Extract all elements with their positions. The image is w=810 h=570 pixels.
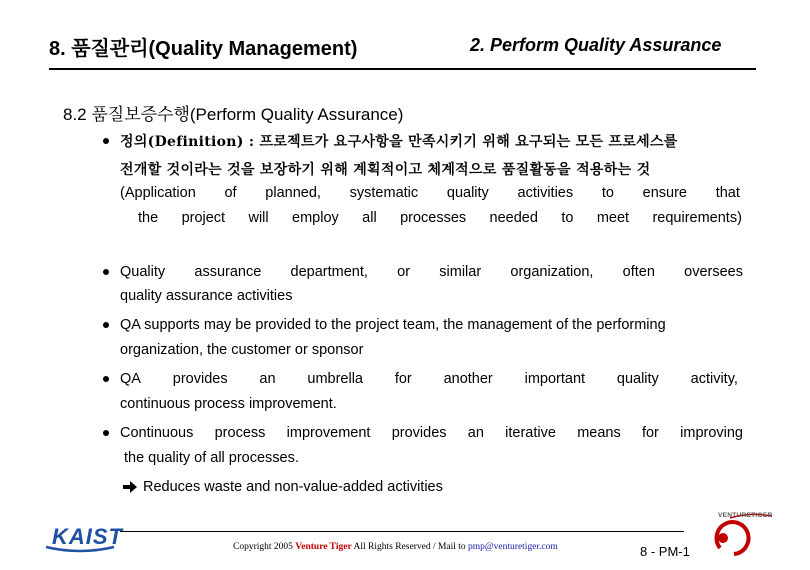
word: activity,	[690, 371, 738, 387]
word: an	[259, 371, 276, 387]
word: of	[224, 185, 237, 201]
word: similar	[439, 264, 482, 280]
bullet-2-line-1	[120, 264, 743, 280]
word: (Application	[120, 185, 196, 201]
word: provides	[172, 371, 228, 387]
word: organization,	[510, 264, 594, 280]
word: planned,	[265, 185, 321, 201]
word: means	[577, 425, 621, 441]
bullet-3-line-2: organization, the customer or sponsor	[120, 342, 364, 358]
word: provides	[391, 425, 447, 441]
word: assurance	[194, 264, 262, 280]
definition-korean-line-1: 정의(Definition) : 프로젝트가 요구사항을 만족시키기 위해 요구되는 모든 프로세스를	[120, 134, 678, 150]
bullet-3-line-1: QA supports may be provided to the project team, the management of the performing	[120, 317, 666, 333]
word: for	[394, 371, 412, 387]
word: Quality	[120, 264, 166, 280]
section-heading: 8.2 품질보증수행(Perform Quality Assurance)	[63, 105, 404, 124]
word: important	[524, 371, 586, 387]
word: activities	[517, 185, 574, 201]
bullet-marker	[103, 322, 109, 328]
right-arrow-icon	[123, 481, 137, 493]
copyright-middle: All Rights Reserved / Mail to	[351, 542, 469, 552]
word: that	[715, 185, 740, 201]
venturetiger-logo-text: VENTURETIGER	[718, 512, 773, 519]
copyright-brand: Venture Tiger	[295, 542, 352, 552]
bullet-4-line-1	[120, 371, 738, 387]
copyright-email-link[interactable]: pmp@venturetiger.com	[468, 542, 558, 552]
bullet-4-line-2: continuous process improvement.	[120, 396, 337, 412]
word: employ	[292, 210, 339, 226]
kaist-logo	[40, 523, 123, 553]
word: another	[443, 371, 493, 387]
definition-korean-line-2: 전개할 것이라는 것을 보장하기 위해 계획적이고 체계적으로 품질활동을 적용하는 것	[120, 162, 651, 178]
word: quality	[446, 185, 489, 201]
page-subtitle: 2. Perform Quality Assurance	[470, 35, 722, 55]
word: requirements)	[652, 210, 742, 226]
word: improving	[680, 425, 743, 441]
word: systematic	[349, 185, 419, 201]
copyright-notice	[233, 542, 558, 552]
footer-divider	[120, 531, 684, 532]
word: Continuous	[120, 425, 194, 441]
venturetiger-logo	[690, 510, 780, 560]
word: needed	[489, 210, 538, 226]
word: oversees	[684, 264, 743, 280]
word: will	[248, 210, 269, 226]
bullet-2-line-2: quality assurance activities	[120, 288, 293, 304]
bullet-marker	[103, 138, 109, 144]
kaist-logo-text: KAIST	[52, 524, 123, 549]
word: umbrella	[307, 371, 363, 387]
word: meet	[596, 210, 630, 226]
page-title: 8. 품질관리(Quality Management)	[49, 38, 358, 60]
word: or	[397, 264, 411, 280]
page-number: 8 - PM-1	[640, 544, 690, 559]
arrow-note-text: Reduces waste and non-value-added activities	[143, 479, 443, 495]
bullet-marker	[103, 376, 109, 382]
word: process	[214, 425, 266, 441]
word: quality	[616, 371, 659, 387]
word: the	[138, 210, 159, 226]
word: an	[467, 425, 484, 441]
word: ensure	[642, 185, 687, 201]
bullet-5-line-2: the quality of all processes.	[124, 450, 299, 466]
arrow-note	[123, 479, 443, 495]
word: all	[362, 210, 377, 226]
word: for	[641, 425, 659, 441]
word: department,	[290, 264, 368, 280]
word: often	[622, 264, 655, 280]
word: QA	[120, 371, 141, 387]
header-divider	[49, 68, 756, 70]
definition-english-line-1	[120, 185, 740, 201]
word: processes	[400, 210, 467, 226]
word: improvement	[286, 425, 371, 441]
definition-english-line-2	[138, 210, 742, 226]
word: project	[181, 210, 226, 226]
word: to	[561, 210, 574, 226]
word: iterative	[505, 425, 556, 441]
bullet-marker	[103, 269, 109, 275]
bullet-marker	[103, 430, 109, 436]
word: to	[601, 185, 614, 201]
bullet-5-line-1	[120, 425, 743, 441]
copyright-prefix: Copyright 2005	[233, 542, 296, 552]
